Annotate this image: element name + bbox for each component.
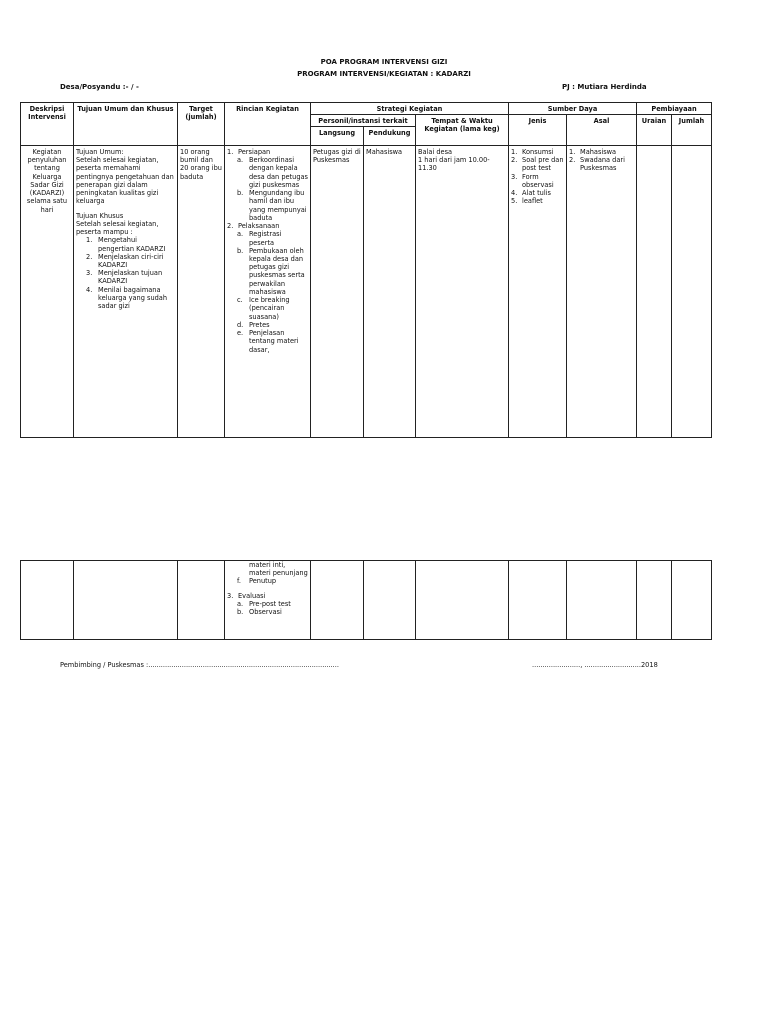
document-subtitle: PROGRAM INTERVENSI/KEGIATAN : KADARZI [297,70,471,78]
list-item: b. Mengundang ibu hamil dan ibu yang mempunyai baduta [237,189,307,222]
header-tempat: Tempat & Waktu Kegiatan (lama keg) [416,115,509,146]
header-asal: Asal [567,115,637,146]
header-target: Target (jumlah) [178,103,225,146]
cell-jumlah [672,146,712,438]
list-item: 2. Menjelaskan ciri-ciri KADARZI [86,252,164,270]
list-item: b. Observasi [237,608,282,617]
cell-uraian [637,146,672,438]
header-jenis: Jenis [509,115,567,146]
cell-tempat: Balai desa 1 hari dari jam 10.00-11.30 [416,146,509,438]
cell-tempat-cont [416,561,509,640]
header-jumlah: Jumlah [672,115,712,146]
list-item: 1. Konsumsi [511,147,554,156]
list-item: 3. Menjelaskan tujuan KADARZI [86,269,163,286]
list-item: 1. Mengetahui pengertian KADARZI [86,236,166,253]
document-title: POA PROGRAM INTERVENSI GIZI [320,58,448,66]
list-item: 4. Menilai bagaimana keluarga yang sudah sadar gizi [86,285,168,311]
cell-tujuan-cont [74,561,178,640]
list-item: a. Pre-post test [237,599,291,608]
list-item: e. Penjelasan tentang materi dasar, [237,329,299,354]
poa-table-continued [20,560,712,640]
header-pendukung: Pendukung [364,127,416,146]
cell-uraian-cont [637,561,672,640]
cell-asal-cont [567,561,637,640]
list-item: 2. Swadana dari Puskesmas [569,156,625,173]
header-deskripsi: Deskripsi Intervensi [21,103,74,146]
list-item: 2. Soal pre dan post test [511,156,564,173]
date-line: ......................., ...........................2018 [532,661,658,669]
cell-langsung: Petugas gizi di Puskesmas [311,146,364,438]
cell-rincian-cont [225,561,311,640]
cell-target: 10 orang bumil dan 20 orang ibu baduta [178,146,225,438]
tujuan-umum-text: Setelah selesai kegiatan, peserta memahami pentingnya pengetahuan dan penerapan gizi dalam peningkatan kualitas gizi keluarga [76,156,174,206]
cell-langsung-cont [311,561,364,640]
list-item: 3. Form observasi [511,172,554,189]
cell-jumlah-cont [672,561,712,640]
header-strategi: Strategi Kegiatan [311,103,509,115]
header-uraian: Uraian [637,115,672,146]
list-item: 4. Alat tulis [511,189,551,198]
cell-asal [567,146,637,438]
header-rincian: Rincian Kegiatan [225,103,311,146]
cell-jenis [509,146,567,438]
list-item: c. Ice breaking (pencairan suasana) [237,296,290,321]
pembimbing-line: Pembimbing / Puskesmas :........................................................................................... [60,661,339,669]
rincian-evaluasi: 3. Evaluasi [227,591,266,600]
list-item: d. Pretes [237,320,270,329]
header-langsung: Langsung [311,127,364,146]
list-item: b. Pembukaan oleh kepala desa dan petugas gizi puskesmas serta perwakilan mahasiswa [237,246,305,296]
list-item: f. Penutup [237,577,277,586]
cell-pendukung-cont [364,561,416,640]
tujuan-khusus-list [76,236,175,310]
list-item: 5. leaflet [511,197,543,206]
cell-deskripsi: Kegiatan penyuluhan tentang Keluarga Sadar Gizi (KADARZI) selama satu hari [21,146,74,438]
list-item: a. Registrasi peserta [237,230,282,247]
tujuan-khusus-intro: Setelah selesai kegiatan, peserta mampu : [76,219,159,237]
cell-pendukung: Mahasiswa [364,146,416,438]
rincian-pelaksanaan: 2. Pelaksanaan [227,222,280,231]
penanggung-jawab: PJ : Mutiara Herdinda [562,83,647,91]
cell-deskripsi-cont [21,561,74,640]
tujuan-khusus-label: Tujuan Khusus [76,211,124,220]
header-tujuan: Tujuan Umum dan Khusus [74,103,178,146]
rincian-persiapan: 1. Persiapan [227,147,271,156]
cell-jenis-cont [509,561,567,640]
header-sumber-daya: Sumber Daya [509,103,637,115]
header-personil: Personil/instansi terkait [311,115,416,127]
poa-table [20,102,712,438]
desa-posyandu: Desa/Posyandu :- / - [60,83,139,91]
tujuan-umum-label: Tujuan Umum: [76,147,124,156]
cell-target-cont [178,561,225,640]
header-pembiayaan: Pembiayaan [637,103,712,115]
rincian-continued-text: materi inti, materi penunjang [249,561,308,578]
cell-rincian [225,146,311,438]
list-item: a. Berkoordinasi dengan kepala desa dan petugas gizi puskesmas [237,156,308,189]
cell-tujuan [74,146,178,438]
list-item: 1. Mahasiswa [569,147,617,156]
